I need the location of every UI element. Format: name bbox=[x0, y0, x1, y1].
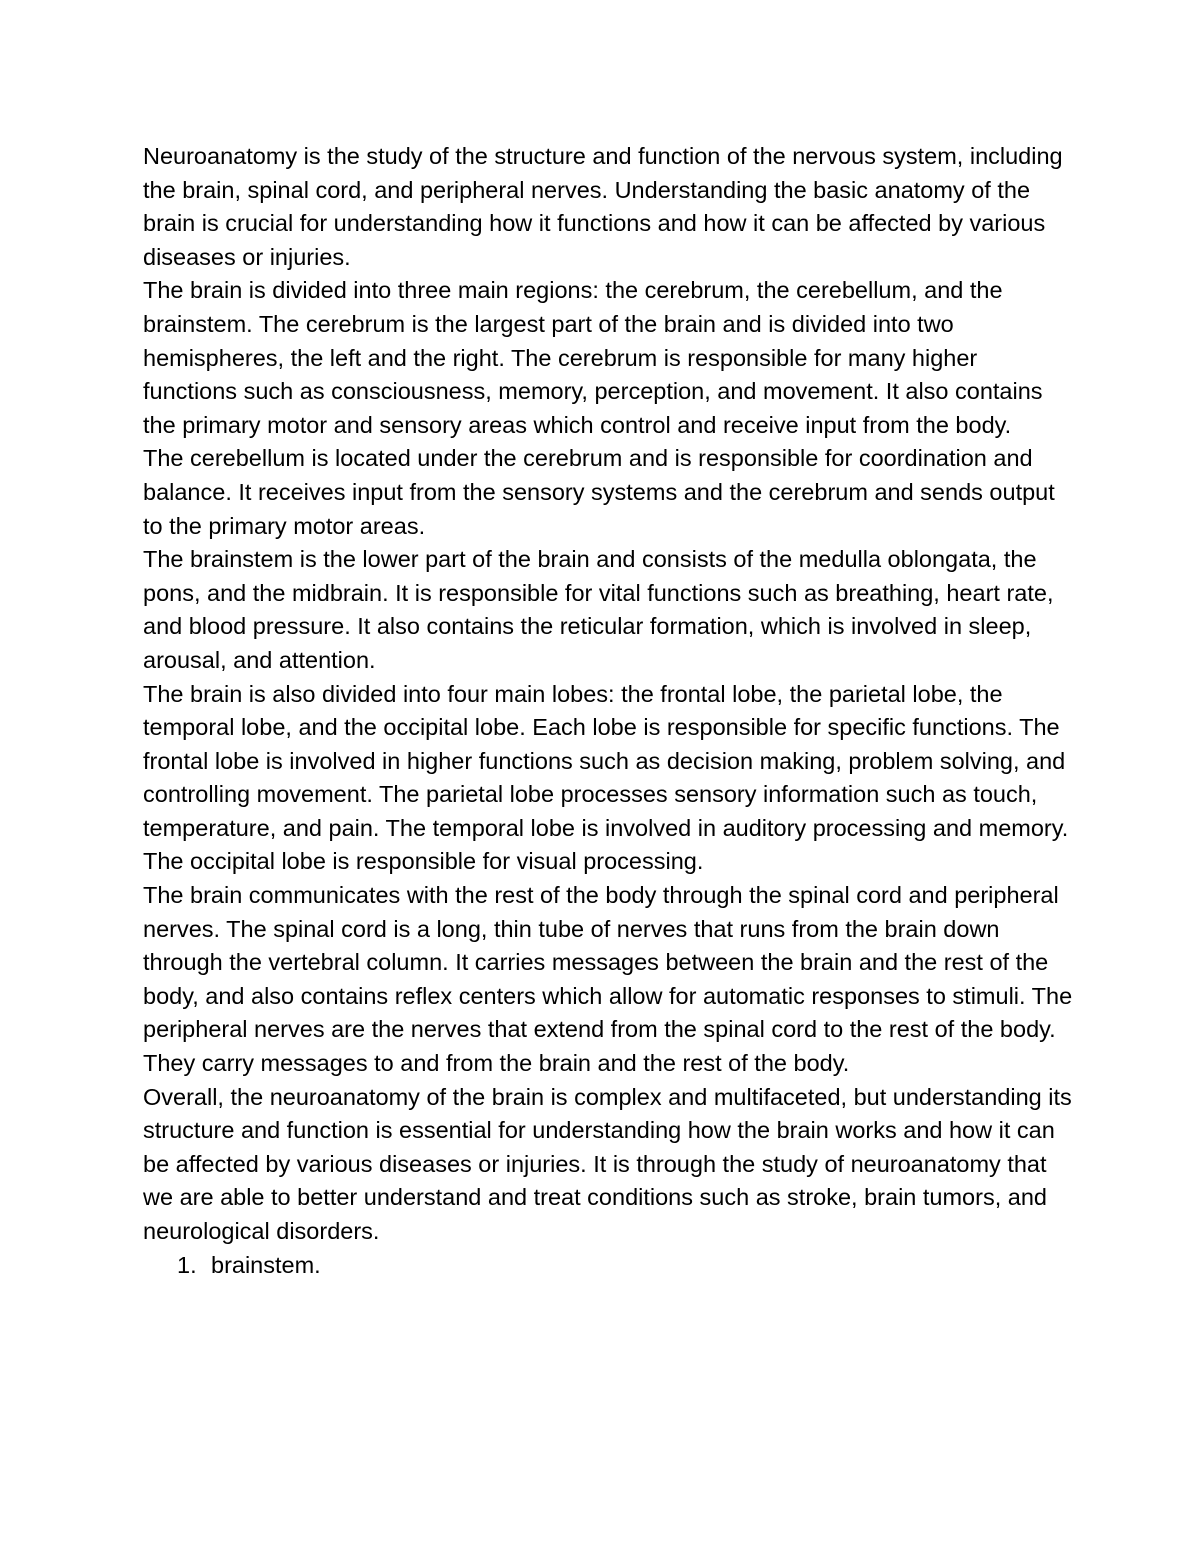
list-item-text: brainstem. bbox=[211, 1251, 321, 1278]
paragraph-lobes: The brain is also divided into four main lobes: the frontal lobe, the parietal lobe, the temporal lobe, and the occipital lobe. Each lobe is responsible for specific functions. The frontal lobe is involved in higher functions such as decision making, problem solving, and controlling movement. The parietal lobe processes sensory information such as touch, temperature, and pain. The temporal lobe is involved in auditory processing and memory. The occipital lobe is responsible for visual processing. bbox=[143, 680, 1069, 875]
paragraph-spinal-cord: The brain communicates with the rest of the body through the spinal cord and peripheral nerves. The spinal cord is a long, thin tube of nerves that runs from the brain down through the vertebral column. It carries messages between the brain and the rest of the body, and also contains reflex centers which allow for automatic responses to stimuli. The peripheral nerves are the nerves that extend from the spinal cord to the rest of the body. They carry messages to and from the brain and the rest of the body. bbox=[143, 882, 1073, 1077]
paragraph-brainstem: The brainstem is the lower part of the brain and consists of the medulla oblongata, the pons, and the midbrain. It is responsible for vital functions such as breathing, heart rate, and blood pressure. It also contains the reticular formation, which is involved in sleep, arousal, and attention. bbox=[143, 546, 1054, 673]
paragraph-conclusion: Overall, the neuroanatomy of the brain is complex and multifaceted, but understanding its structure and function is essential for understanding how the brain works and how it can be affected by various diseases or injuries. It is through the study of neuroanatomy that we are able to better understand and treat conditions such as stroke, brain tumors, and neurological disorders. bbox=[143, 1083, 1072, 1244]
list-item-number: 1. bbox=[177, 1251, 197, 1278]
numbered-list bbox=[143, 1249, 1073, 1283]
paragraph-cerebellum: The cerebellum is located under the cerebrum and is responsible for coordination and balance. It receives input from the sensory systems and the cerebrum and sends output to the primary motor areas. bbox=[143, 445, 1055, 539]
paragraph-intro: Neuroanatomy is the study of the structure and function of the nervous system, including the brain, spinal cord, and peripheral nerves. Understanding the basic anatomy of the brain is crucial for understanding how it functions and how it can be affected by various diseases or injuries. bbox=[143, 143, 1063, 270]
list-item bbox=[143, 1249, 1073, 1283]
document-body bbox=[143, 140, 1073, 1282]
paragraph-main-regions: The brain is divided into three main regions: the cerebrum, the cerebellum, and the brainstem. The cerebrum is the largest part of the brain and is divided into two hemispheres, the left and the right. The cerebrum is responsible for many higher functions such as consciousness, memory, perception, and movement. It also contains the primary motor and sensory areas which control and receive input from the body. bbox=[143, 277, 1043, 438]
